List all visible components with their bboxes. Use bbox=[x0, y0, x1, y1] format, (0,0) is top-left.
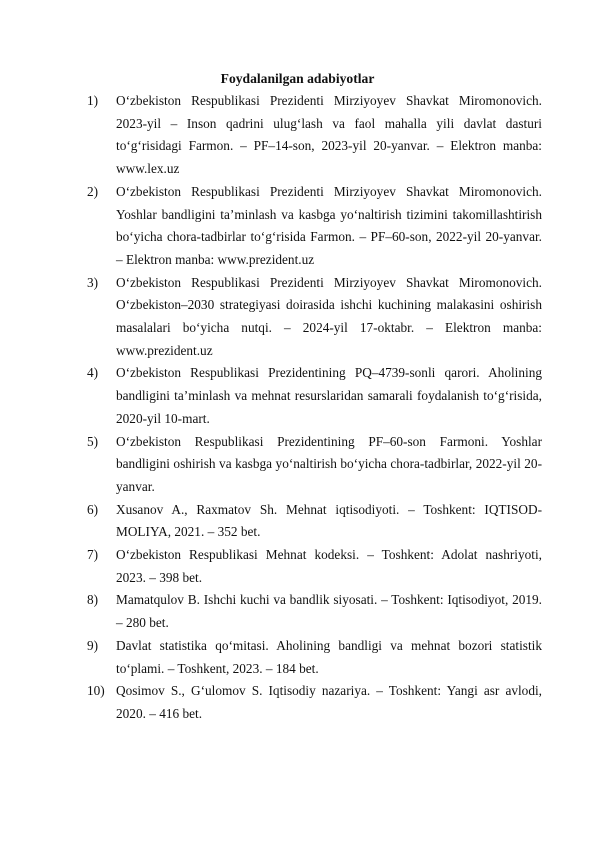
reference-text: Xusanov A., Raxmatov Sh. Mehnat iqtisodiyoti. – Toshkent: IQTISOD-MOLIYA, 2021. – 352 bet. bbox=[116, 501, 542, 540]
reference-number: 4) bbox=[87, 365, 99, 381]
reference-text: Mamatqulov B. Ishchi kuchi va bandlik siyosati. – Toshkent: Iqtisodiyot, 2019. – 280 bet. bbox=[116, 592, 542, 631]
reference-text: O‘zbekiston Respublikasi Mehnat kodeksi. – Toshkent: Adolat nashriyoti, 2023. – 398 bet. bbox=[116, 547, 542, 585]
reference-text: O‘zbekiston Respublikasi Prezidenti Mirziyoyev Shavkat Miromonovich. Yoshlar bandligini ta’minlash va kasbga yo‘naltirish tizimini takomillashtirish bo‘yicha chora-tadbirlar to‘g‘risida Farmon. – PF–60-son, 2022-yil 20-yanvar. – Elektron manba: www.prezident.uz bbox=[116, 183, 542, 267]
reference-item bbox=[87, 635, 542, 680]
reference-number: 9) bbox=[87, 637, 99, 653]
reference-number: 10) bbox=[87, 683, 105, 699]
reference-number: 2) bbox=[87, 183, 99, 199]
reference-text: O‘zbekiston Respublikasi Prezidenti Mirziyoyev Shavkat Miromonovich. 2023-yil – Inson qadrini ulug‘lash va faol mahalla yili davlat dasturi to‘g‘risidagi Farmon. – PF–14-son, 2023-yil 20-yanvar. – Elektron manba: www.lex.uz bbox=[116, 93, 542, 177]
reference-item bbox=[87, 90, 542, 181]
reference-item bbox=[87, 272, 542, 363]
reference-item bbox=[87, 680, 542, 725]
reference-item bbox=[87, 181, 542, 272]
reference-text: Qosimov S., G‘ulomov S. Iqtisodiy nazariya. – Toshkent: Yangi asr avlodi, 2020. – 416 bet. bbox=[116, 683, 542, 721]
reference-text: O‘zbekiston Respublikasi Prezidenti Mirziyoyev Shavkat Miromonovich. O‘zbekiston–2030 strategiyasi doirasida ishchi kuchining malakasini oshirish masalalari bo‘yicha nutqi. – 2024-yil 17-oktabr. – Elektron manba: www.prezident.uz bbox=[116, 274, 542, 358]
reference-number: 6) bbox=[87, 501, 99, 517]
reference-number: 5) bbox=[87, 433, 99, 449]
reference-text: Davlat statistika qo‘mitasi. Aholining bandligi va mehnat bozori statistik to‘plami. – Toshkent, 2023. – 184 bet. bbox=[116, 637, 542, 676]
reference-text: O‘zbekiston Respublikasi Prezidentining PQ–4739-sonli qarori. Aholining bandligini ta’minlash va mehnat resurslaridan samarali foydalanish to‘g‘risida, 2020-yil 10-mart. bbox=[116, 365, 542, 426]
reference-item bbox=[87, 589, 542, 634]
reference-number: 7) bbox=[87, 547, 99, 563]
reference-text: O‘zbekiston Respublikasi Prezidentining PF–60-son Farmoni. Yoshlar bandligini oshirish va kasbga yo‘naltirish bo‘yicha chora-tadbirlar, 2022-yil 20-yanvar. bbox=[116, 433, 542, 494]
reference-number: 3) bbox=[87, 274, 99, 290]
reference-item bbox=[87, 544, 542, 589]
reference-item bbox=[87, 362, 542, 430]
reference-item bbox=[87, 431, 542, 499]
reference-item bbox=[87, 499, 542, 544]
references-heading: Foydalanilgan adabiyotlar bbox=[220, 71, 375, 86]
references-list bbox=[87, 90, 542, 726]
reference-number: 1) bbox=[87, 93, 99, 108]
reference-number: 8) bbox=[87, 592, 99, 608]
